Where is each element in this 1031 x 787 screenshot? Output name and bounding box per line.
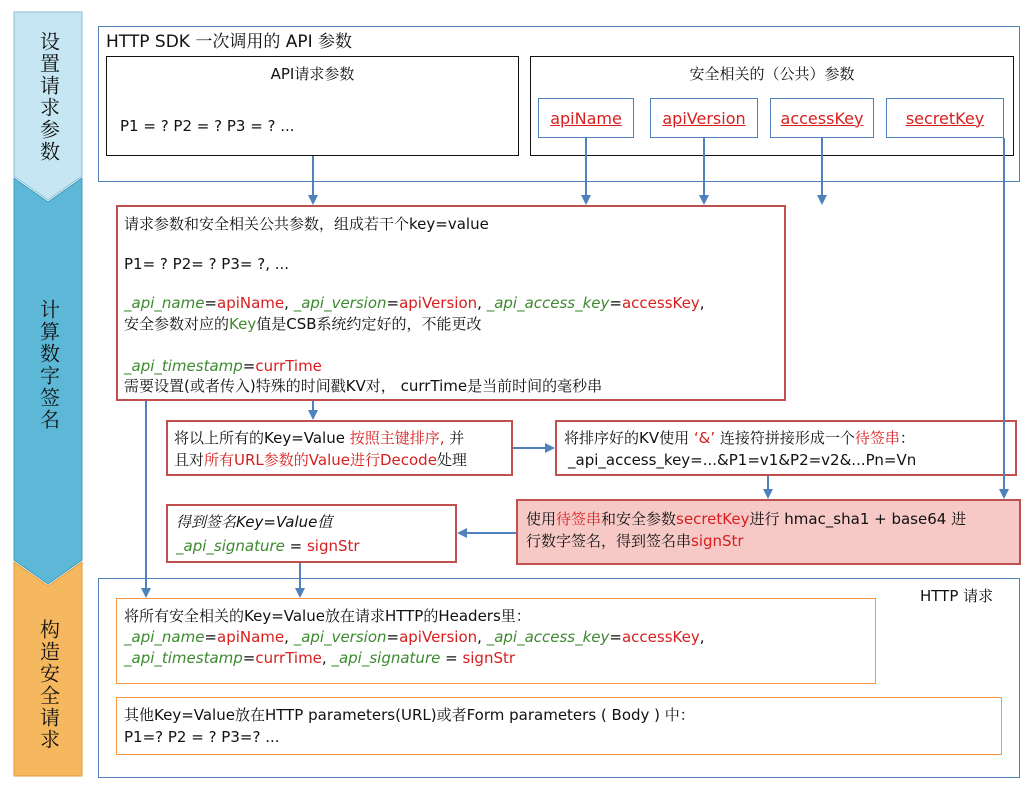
- value-apiname: apiName: [217, 294, 285, 312]
- value-apiversion: apiVersion: [399, 628, 478, 646]
- headers-line3: _api_timestamp=currTime, _api_signature = signStr: [124, 649, 516, 667]
- key-apiversion: apiVersion: [650, 98, 758, 138]
- highlight: 待签串: [854, 429, 900, 447]
- equals: =: [242, 357, 256, 375]
- key-api-name: _api_name: [124, 628, 205, 646]
- value-apiversion: apiVersion: [399, 294, 478, 312]
- api-request-params-body: P1 = ? P2 = ? P3 = ? ...: [120, 117, 295, 135]
- concat-line2: _api_access_key=...&P1=v1&P2=v2&...Pn=Vn: [568, 451, 917, 469]
- key-secretkey: secretKey: [886, 98, 1004, 138]
- highlight: signStr: [691, 532, 744, 550]
- key-accesskey: accessKey: [770, 98, 874, 138]
- params-line1: 其他Key=Value放在HTTP parameters(URL)或者Form parameters ( Body ) 中：: [124, 706, 695, 724]
- highlight: secretKey: [676, 510, 750, 528]
- equals: =: [284, 537, 307, 555]
- value-accesskey: accessKey: [621, 294, 700, 312]
- key-api-timestamp: _api_timestamp: [124, 649, 243, 667]
- concat-line1: [564, 428, 915, 448]
- text: ：: [899, 429, 915, 447]
- text: 将以上所有的Key=Value: [174, 429, 350, 447]
- highlight: ‘&’: [693, 429, 716, 447]
- stage-label-sign: 计算数字签名: [36, 299, 61, 431]
- key-api-signature: _api_signature: [331, 649, 441, 667]
- sort-line1: [174, 428, 464, 448]
- stage-label-setup: 设置请求参数: [36, 31, 61, 163]
- separator: ,: [699, 294, 705, 312]
- key-word: Key: [229, 315, 257, 333]
- stage-label-request: 构造安全请求: [36, 619, 61, 751]
- value-apiname: apiName: [217, 628, 285, 646]
- headers-line1: 将所有安全相关的Key=Value放在请求HTTP的Headers里：: [124, 607, 531, 625]
- text: 将排序好的KV使用: [564, 429, 694, 447]
- signature-line1: 得到签名Key=Value值: [176, 513, 333, 531]
- compose-line1: 请求参数和安全相关公共参数，组成若干个key=value: [124, 215, 489, 233]
- equals: =: [609, 294, 622, 312]
- text: 并: [444, 429, 465, 447]
- http-request-label: HTTP 请求: [920, 587, 994, 605]
- key-apiname: apiName: [538, 98, 634, 138]
- compose-line6: 需要设置(或者传入)特殊的时间戳KV对， currTime是当前时间的毫秒串: [124, 377, 603, 395]
- stage-bar: [0, 0, 90, 783]
- security-params-title: 安全相关的（公共）参数: [689, 65, 855, 83]
- key-api-signature: _api_signature: [176, 537, 285, 555]
- text: 安全参数对应的: [124, 315, 230, 333]
- text: 值是CSB系统约定好的，不能更改: [256, 315, 482, 333]
- highlight: 按照主键排序,: [349, 429, 445, 447]
- value-signstr: signStr: [306, 537, 360, 555]
- value-signstr: signStr: [462, 649, 516, 667]
- compose-line4: [124, 314, 482, 334]
- text: 连接符拼接形成一个: [715, 429, 855, 447]
- key-api-access-key: _api_access_key: [486, 294, 610, 312]
- equals: =: [440, 649, 463, 667]
- equals: =: [204, 294, 217, 312]
- key-api-version: _api_version: [293, 628, 387, 646]
- value-currtime: currTime: [255, 357, 322, 375]
- value-accesskey: accessKey: [621, 628, 700, 646]
- text: 进行 hmac_sha1 + base64 进: [749, 510, 967, 528]
- text: 和安全参数: [601, 510, 677, 528]
- headers-line2: _api_name=apiName, _api_version=apiVersion, _api_access_key=accessKey,: [124, 628, 705, 646]
- panel-title: HTTP SDK 一次调用的 API 参数: [106, 32, 353, 52]
- text: 处理: [436, 451, 467, 469]
- text: 行数字签名，得到签名串: [526, 532, 692, 550]
- params-line2: P1=? P2 = ? P3=? ...: [124, 728, 280, 746]
- compose-line5: [124, 356, 322, 376]
- sort-line2: [174, 450, 467, 470]
- compose-line3: [124, 293, 705, 313]
- text: 使用: [526, 510, 557, 528]
- separator: ,: [477, 294, 487, 312]
- separator: ,: [284, 294, 294, 312]
- equals: =: [386, 294, 400, 312]
- key-api-name: _api_name: [124, 294, 205, 312]
- compose-line2: P1= ? P2= ? P3= ?, ...: [124, 255, 290, 273]
- signature-line2: [176, 536, 360, 556]
- value-currtime: currTime: [255, 649, 322, 667]
- highlight: 待签串: [556, 510, 602, 528]
- sign-line2: [526, 531, 744, 551]
- sign-line1: [526, 509, 966, 529]
- key-api-timestamp: _api_timestamp: [124, 357, 243, 375]
- text: 且对: [174, 451, 205, 469]
- key-api-version: _api_version: [293, 294, 387, 312]
- highlight: 所有URL参数的Value进行Decode: [204, 451, 437, 469]
- key-api-access-key: _api_access_key: [486, 628, 610, 646]
- api-request-params-title: API请求参数: [270, 65, 355, 83]
